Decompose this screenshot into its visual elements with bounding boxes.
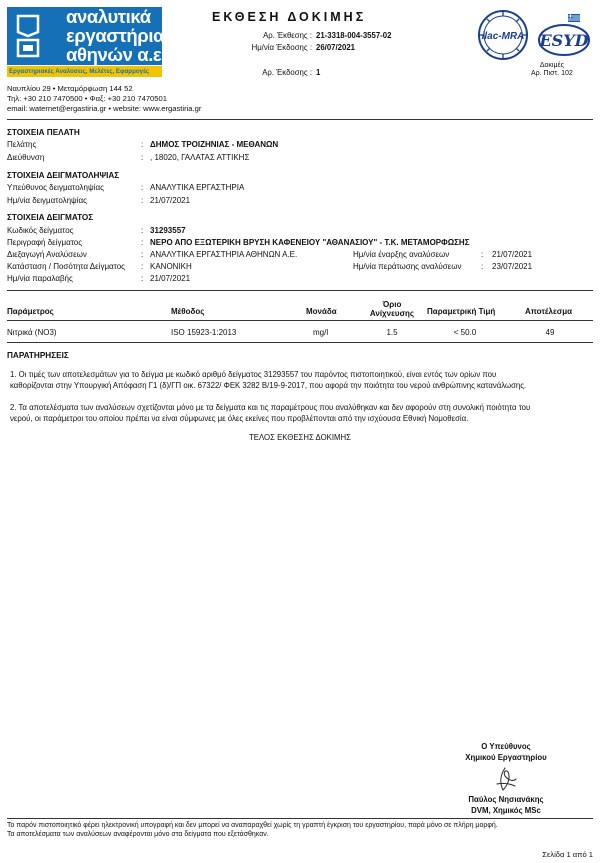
cell-param: Νιτρικά (NO3) — [7, 328, 57, 337]
report-date: 26/07/2021 — [316, 43, 356, 52]
col-header-result: Αποτέλεσμα — [525, 307, 573, 316]
col-header-method: Μέθοδος — [171, 307, 205, 316]
cell-method: ISO 15923-1:2013 — [171, 328, 237, 337]
footer-divider — [7, 818, 593, 819]
note-1 — [7, 369, 591, 391]
colon: : — [141, 262, 144, 271]
table-row — [0, 328, 600, 338]
signature-role-line1: Ο Υπεύθυνος — [481, 742, 531, 751]
colon: : — [141, 274, 144, 283]
colon: : — [141, 183, 144, 192]
cell-result: 49 — [545, 328, 555, 337]
col-header-limit — [366, 300, 418, 318]
results-header-divider — [7, 320, 593, 321]
signatory-name: Παύλος Νησιανάκης — [468, 795, 544, 804]
logo-line-3: αθηνών α.ε — [66, 44, 162, 65]
note-2-line1: 2. Τα αποτελέσματα των αναλύσεων σχετίζονται μόνο με τα δείγματα και τις παραμέτρους που αναλύθηκαν και δεν αφορούν στη συνολική ποιότητα του — [10, 403, 531, 412]
logo-line-1: αναλυτικά — [66, 6, 151, 27]
notes-title: ΠΑΡΑΤΗΡΗΣΕΙΣ — [7, 351, 69, 360]
sample-section-title: ΣΤΟΙΧΕΙΑ ΔΕΙΓΜΑΤΟΣ — [7, 213, 94, 222]
client-section-title: ΣΤΟΙΧΕΙΑ ΠΕΛΑΤΗ — [7, 128, 80, 137]
report-issue-label: Αρ. Έκδοσης : — [262, 68, 312, 77]
sample-received-label: Ημ/νία παραλαβής — [7, 274, 73, 283]
results-bottom-divider — [7, 342, 593, 343]
report-title: ΕΚΘΕΣΗ ΔΟΚΙΜΗΣ — [212, 10, 367, 24]
colon: : — [141, 140, 144, 149]
colon: : — [141, 153, 144, 162]
esyd-logo — [537, 13, 592, 59]
footer-line1: Το παρόν πιστοποιητικό φέρει ηλεκτρονική υπογραφή και δεν μπορεί να αναπαραχθεί χωρίς τη γραπτή έγκριση του εργαστηρίου, παρά μόνο σε πλήρη μορφή. — [7, 822, 498, 829]
sampling-date-label: Ημ/νία δειγματοληψίας — [7, 196, 88, 205]
lab-address: Ναυπλίου 29 • Μεταμόρφωση 144 52 — [7, 84, 133, 93]
colon: : — [481, 250, 484, 259]
lab-phones: Τηλ: +30 210 7470500 • Φαξ: +30 210 7470501 — [7, 94, 167, 103]
lab-web: email: waternet@ergastiria.gr • website: www.ergastiria.gr — [7, 104, 202, 113]
note-1-line1: 1. Οι τιμές των αποτελεσμάτων για το δείγμα με κωδικό αριθμό δείγματος 31293557 του παρόντος πιστοποιητικού, είναι εντός των ορίων που — [10, 370, 497, 379]
analysis-start-label: Ημ/νία έναρξης αναλύσεων — [353, 250, 450, 259]
sample-desc-label: Περιγραφή δείγματος — [7, 238, 83, 247]
col-header-unit: Μονάδα — [306, 307, 337, 316]
col-header-param: Παράμετρος — [7, 307, 54, 316]
sampling-responsible-label: Υπεύθυνος δειγματοληψίας — [7, 183, 104, 192]
analysis-start: 21/07/2021 — [492, 250, 533, 259]
results-top-divider — [7, 290, 593, 291]
client-address: , 18020, ΓΑΛΑΤΑΣ ΑΤΤΙΚΗΣ — [150, 153, 250, 162]
page-number: Σελίδα 1 από 1 — [542, 850, 593, 859]
note-2 — [7, 402, 591, 424]
sample-analyst: ΑΝΑΛΥΤΙΚΑ ΕΡΓΑΣΤΗΡΙΑ ΑΘΗΝΩΝ Α.Ε. — [150, 250, 298, 259]
cell-param-value: < 50.0 — [453, 328, 477, 337]
lab-contact — [7, 84, 201, 114]
footer-line2: Τα αποτελέσματα των αναλύσεων αναφέρονται μόνο στα δείγματα που εξετάσθηκαν. — [7, 831, 269, 838]
report-number-label: Αρ. Έκθεσης : — [263, 31, 312, 40]
sampling-date: 21/07/2021 — [150, 196, 191, 205]
accreditation-caption-line1: Δοκιμές — [539, 62, 564, 69]
header-divider — [7, 119, 593, 120]
sampling-section-title: ΣΤΟΙΧΕΙΑ ΔΕΙΓΜΑΤΟΛΗΨΙΑΣ — [7, 171, 120, 180]
sample-analyst-label: Διεξαγωγή Αναλύσεων — [7, 250, 87, 259]
note-1-line2: καθορίζονται στην Υπουργική Απόφαση Γ1 (δ)/ΓΠ οικ. 67322/ ΦΕΚ 3282 Β/19-9-2017, που αφορά την ποιότητα του νερού ανθρώπινης κατανάλωσης. — [10, 381, 527, 390]
report-number: 21-3318-004-3557-02 — [316, 31, 392, 40]
svg-text:ilac-MRA: ilac-MRA — [481, 31, 525, 42]
colon: : — [141, 196, 144, 205]
sample-desc: ΝΕΡΟ ΑΠΟ ΕΞΩΤΕΡΙΚΗ ΒΡΥΣΗ ΚΑΦΕΝΕΙΟΥ "ΑΘΑΝΑΣΙΟΥ" - Τ.Κ. ΜΕΤΑΜΟΡΦΩΣΗΣ — [150, 238, 470, 247]
svg-text:ESYD: ESYD — [539, 31, 589, 50]
sample-code-label: Κωδικός δείγματος — [7, 226, 74, 235]
report-date-label: Ημ/νία Έκδοσης : — [251, 43, 312, 52]
lab-tagline: Εργαστηριακές Αναλύσεις, Μελέτες, Εφαρμογές — [7, 66, 162, 77]
analysis-end: 23/07/2021 — [492, 262, 533, 271]
colon: : — [141, 250, 144, 259]
accreditation-caption-line2: Αρ. Πιστ. 102 — [531, 70, 573, 77]
col-header-limit-line2: Ανίχνευσης — [369, 309, 415, 318]
sample-code: 31293557 — [150, 226, 186, 235]
ilac-mra-logo — [477, 9, 529, 61]
colon: : — [141, 226, 144, 235]
note-2-line2: νερού, οι παράμετροι του οποίου πρέπει να είναι σύμφωνες με όλες εκείνες που προβλέπονται από την ισχύουσα Εθνική Νομοθεσία. — [10, 414, 469, 423]
lab-logo-mark-icon — [14, 14, 42, 58]
sampling-responsible: ΑΝΑΛΥΤΙΚΑ ΕΡΓΑΣΤΗΡΙΑ — [150, 183, 245, 192]
report-issue: 1 — [316, 68, 321, 77]
handwritten-signature — [491, 766, 521, 794]
colon: : — [141, 238, 144, 247]
signature-role-line2: Χημικού Εργαστηρίου — [465, 753, 547, 762]
client-name-label: Πελάτης — [7, 140, 37, 149]
sample-received: 21/07/2021 — [150, 274, 191, 283]
lab-logo-text — [66, 7, 164, 64]
col-header-param-value: Παραμετρική Τιμή — [427, 307, 496, 316]
logo-line-2: εργαστήρια — [66, 25, 165, 46]
client-address-label: Διεύθυνση — [7, 153, 45, 162]
sample-condition-label: Κατάσταση / Ποσότητα Δείγματος — [7, 262, 126, 271]
cell-limit: 1.5 — [386, 328, 398, 337]
cell-unit: mg/l — [313, 328, 329, 337]
signature-role — [436, 742, 576, 762]
sample-condition: ΚΑΝΟΝΙΚΗ — [150, 262, 192, 271]
client-name: ΔΗΜΟΣ ΤΡΟΙΖΗΝΙΑΣ - ΜΕΘΑΝΩΝ — [150, 140, 279, 149]
signatory-title: DVM, Χημικός MSc — [471, 806, 541, 815]
end-of-report: ΤΕΛΟΣ ΕΚΘΕΣΗΣ ΔΟΚΙΜΗΣ — [249, 433, 351, 442]
colon: : — [481, 262, 484, 271]
accreditation-caption — [531, 62, 573, 78]
col-header-limit-line1: Όριο — [382, 300, 402, 309]
analysis-end-label: Ημ/νία περάτωσης αναλύσεων — [353, 262, 462, 271]
footer-disclaimer — [7, 821, 498, 839]
signatory — [436, 795, 576, 815]
